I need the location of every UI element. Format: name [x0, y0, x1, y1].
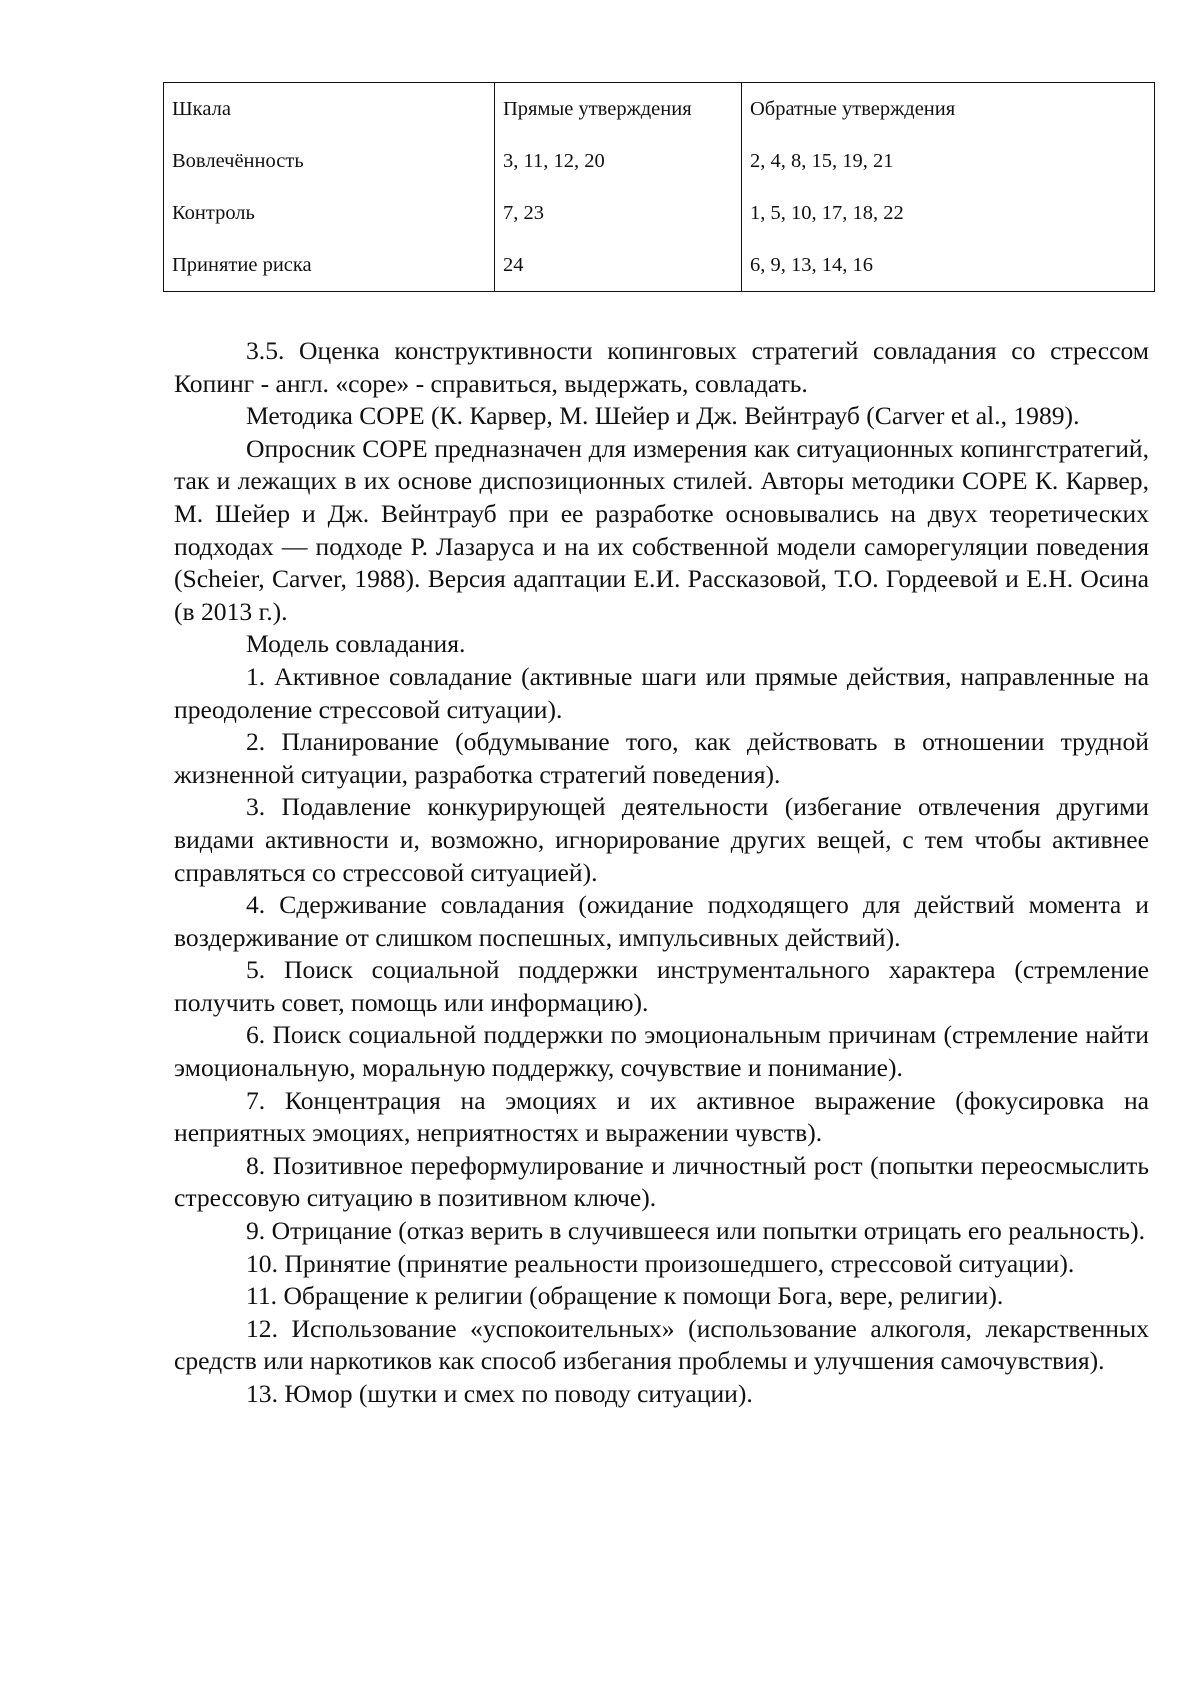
list-item: 10. Принятие (принятие реальности произошедшего, стрессовой ситуации).: [246, 1248, 1075, 1278]
table-cell: Принятие риска: [164, 239, 495, 292]
table-cell: 2, 4, 8, 15, 19, 21: [742, 135, 1155, 187]
scales-table: [163, 82, 1155, 292]
table-row: [164, 239, 1155, 292]
paragraph: Модель совладания.: [246, 629, 466, 659]
list-item: 11. Обращение к религии (обращение к помощи Бога, вере, религии).: [246, 1281, 1004, 1311]
list-item: 8. Позитивное переформулирование и личностный рост (попытки переосмыслить стрессовую ситуацию в позитивном ключе).: [174, 1150, 1149, 1213]
table-cell: Вовлечённость: [164, 135, 495, 187]
list-item: 7. Концентрация на эмоциях и их активное выражение (фокусировка на неприятных эмоциях, неприятностях и выражении чувств).: [174, 1085, 1149, 1148]
table-cell: Контроль: [164, 187, 495, 239]
table-row: [164, 187, 1155, 239]
table-cell: 7, 23: [495, 187, 742, 239]
table-cell: 3, 11, 12, 20: [495, 135, 742, 187]
table-cell: 1, 5, 10, 17, 18, 22: [742, 187, 1155, 239]
body-text: [174, 335, 1149, 1411]
paragraph: Опросник COPE предназначен для измерения как ситуационных копингстратегий, так и лежащих в их основе диспозиционных стилей. Авторы методики COPE К. Карвер, М. Шейер и Дж. Вейнтрауб при ее разработке основывались на двух теоретических подходах — подходе Р. Лазаруса и на их собственной модели саморегуляции поведения (Scheier, Carver, 1988). Версия адаптации Е.И. Рассказовой, Т.О. Гордеевой и Е.Н. Осина (в 2013 г.).: [174, 433, 1149, 626]
list-item: 5. Поиск социальной поддержки инструментального характера (стремление получить совет, помощь или информацию).: [174, 955, 1149, 1017]
table-header-cell: Шкала: [164, 83, 495, 136]
table-row: [164, 135, 1155, 187]
list-item: 4. Сдерживание совладания (ожидание подходящего для действий момента и воздерживание от слишком поспешных, импульсивных действий).: [174, 890, 1149, 952]
list-item: 12. Использование «успокоительных» (использование алкоголя, лекарственных средств или наркотиков как способ избегания проблемы и улучшения самочувствия).: [174, 1313, 1149, 1376]
list-item: 6. Поиск социальной поддержки по эмоциональным причинам (стремление найти эмоциональную, моральную поддержку, сочувствие и понимание).: [174, 1020, 1149, 1083]
list-item: 2. Планирование (обдумывание того, как действовать в отношении трудной жизненной ситуации, разработка стратегий поведения).: [174, 727, 1149, 789]
list-item: 9. Отрицание (отказ верить в случившееся или попытки отрицать его реальность).: [246, 1216, 1146, 1246]
list-item: 3. Подавление конкурирующей деятельности (избегание отвлечения другими видами активности и, возможно, игнорирование других вещей, с тем чтобы активнее справляться со стрессовой ситуацией).: [174, 792, 1149, 887]
section-heading-paragraph: 3.5. Оценка конструктивности копинговых стратегий совладания со стрессом Копинг - англ. «cope» - справиться, выдержать, совладать.: [174, 336, 1149, 398]
list-item: 13. Юмор (шутки и смех по поводу ситуации).: [246, 1379, 753, 1408]
table-cell: 6, 9, 13, 14, 16: [742, 239, 1155, 292]
list-item: 1. Активное совладание (активные шаги или прямые действия, направленные на преодоление стрессовой ситуации).: [174, 661, 1149, 724]
table-cell: 24: [495, 239, 742, 292]
table-header-cell: Прямые утверждения: [495, 83, 742, 136]
paragraph: Методика COPE (К. Карвер, М. Шейер и Дж. Вейнтрауб (Carver et al., 1989).: [246, 401, 1080, 431]
table-header-row: [164, 83, 1155, 136]
table-header-cell: Обратные утверждения: [742, 83, 1155, 136]
